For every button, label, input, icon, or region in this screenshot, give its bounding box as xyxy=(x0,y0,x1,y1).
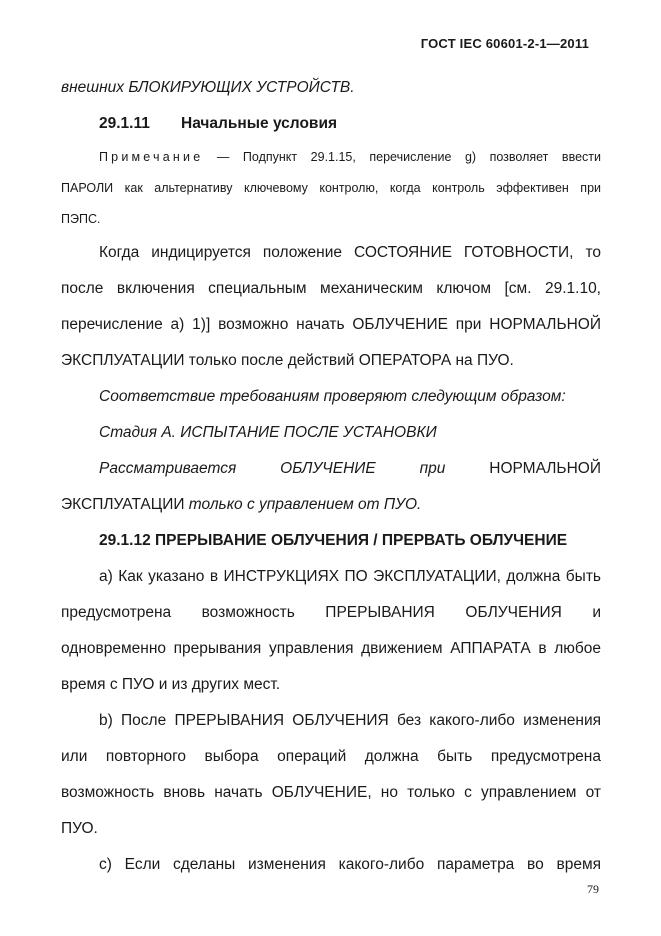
item-a-line-3: одновременно прерывания управления движением АППАРАТА в любое xyxy=(61,640,601,657)
page-number: 79 xyxy=(587,882,599,896)
item-b-line-2: или повторного выбора операций должна быть предусмотрена xyxy=(61,748,601,765)
note-label: Примечание xyxy=(99,150,204,164)
note-line-1 xyxy=(61,142,601,173)
paragraph-1-line-4: ЭКСПЛУАТАЦИИ только после действий ОПЕРАТОРА на ПУО. xyxy=(61,352,514,369)
section-29-1-11-heading xyxy=(61,106,601,142)
intro-line: внешних БЛОКИРУЮЩИХ УСТРОЙСТВ. xyxy=(61,79,355,96)
considered-normal-1: НОРМАЛЬНОЙ xyxy=(489,460,601,477)
page-body xyxy=(61,70,601,883)
paragraph-1-line-3: перечисление а) 1)] возможно начать ОБЛУЧЕНИЕ при НОРМАЛЬНОЙ xyxy=(61,316,601,333)
note-line-2: ПАРОЛИ как альтернативу ключевому контролю, когда контроль эффективен при xyxy=(61,181,601,195)
compliance-statement: Соответствие требованиям проверяют следующим образом: xyxy=(99,388,566,405)
considered-line-1 xyxy=(61,451,601,487)
item-a-line-4: время с ПУО и из других мест. xyxy=(61,676,281,693)
section-title: Начальные условия xyxy=(181,115,338,132)
section-number: 29.1.11 xyxy=(99,115,150,132)
item-a-line-1: а) Как указано в ИНСТРУКЦИЯХ ПО ЭКСПЛУАТАЦИИ, должна быть xyxy=(99,568,601,585)
considered-normal-2: ЭКСПЛУАТАЦИИ xyxy=(61,496,185,513)
item-a-line-2: предусмотрена возможность ПРЕРЫВАНИЯ ОБЛУЧЕНИЯ и xyxy=(61,604,601,621)
document-standard-header: ГОСТ IEC 60601-2-1—2011 xyxy=(420,36,589,51)
considered-italic-1: Рассматривается ОБЛУЧЕНИЕ при xyxy=(99,460,446,477)
paragraph-1-line-2: после включения специальным механическим ключом [см. 29.1.10, xyxy=(61,280,601,297)
paragraph-1-line-1: Когда индицируется положение СОСТОЯНИЕ ГОТОВНОСТИ, то xyxy=(99,244,601,261)
considered-italic-2: только с управлением от ПУО. xyxy=(188,496,422,513)
note-text-1: — Подпункт 29.1.15, перечисление g) позволяет ввести xyxy=(216,150,601,164)
item-b-line-3: возможность вновь начать ОБЛУЧЕНИЕ, но только с управлением от xyxy=(61,784,601,801)
considered-line-2 xyxy=(61,487,601,523)
item-b-line-1: b) После ПРЕРЫВАНИЯ ОБЛУЧЕНИЯ без какого-либо изменения xyxy=(99,712,601,729)
section-29-1-12-heading: 29.1.12 ПРЕРЫВАНИЕ ОБЛУЧЕНИЯ / ПРЕРВАТЬ ОБЛУЧЕНИЕ xyxy=(99,532,568,549)
item-b-line-4: ПУО. xyxy=(61,820,98,837)
item-c-line-1: с) Если сделаны изменения какого-либо параметра во время xyxy=(99,856,601,873)
stage-a-heading: Стадия А. ИСПЫТАНИЕ ПОСЛЕ УСТАНОВКИ xyxy=(99,424,437,441)
note-line-3: ПЭПС. xyxy=(61,212,101,226)
